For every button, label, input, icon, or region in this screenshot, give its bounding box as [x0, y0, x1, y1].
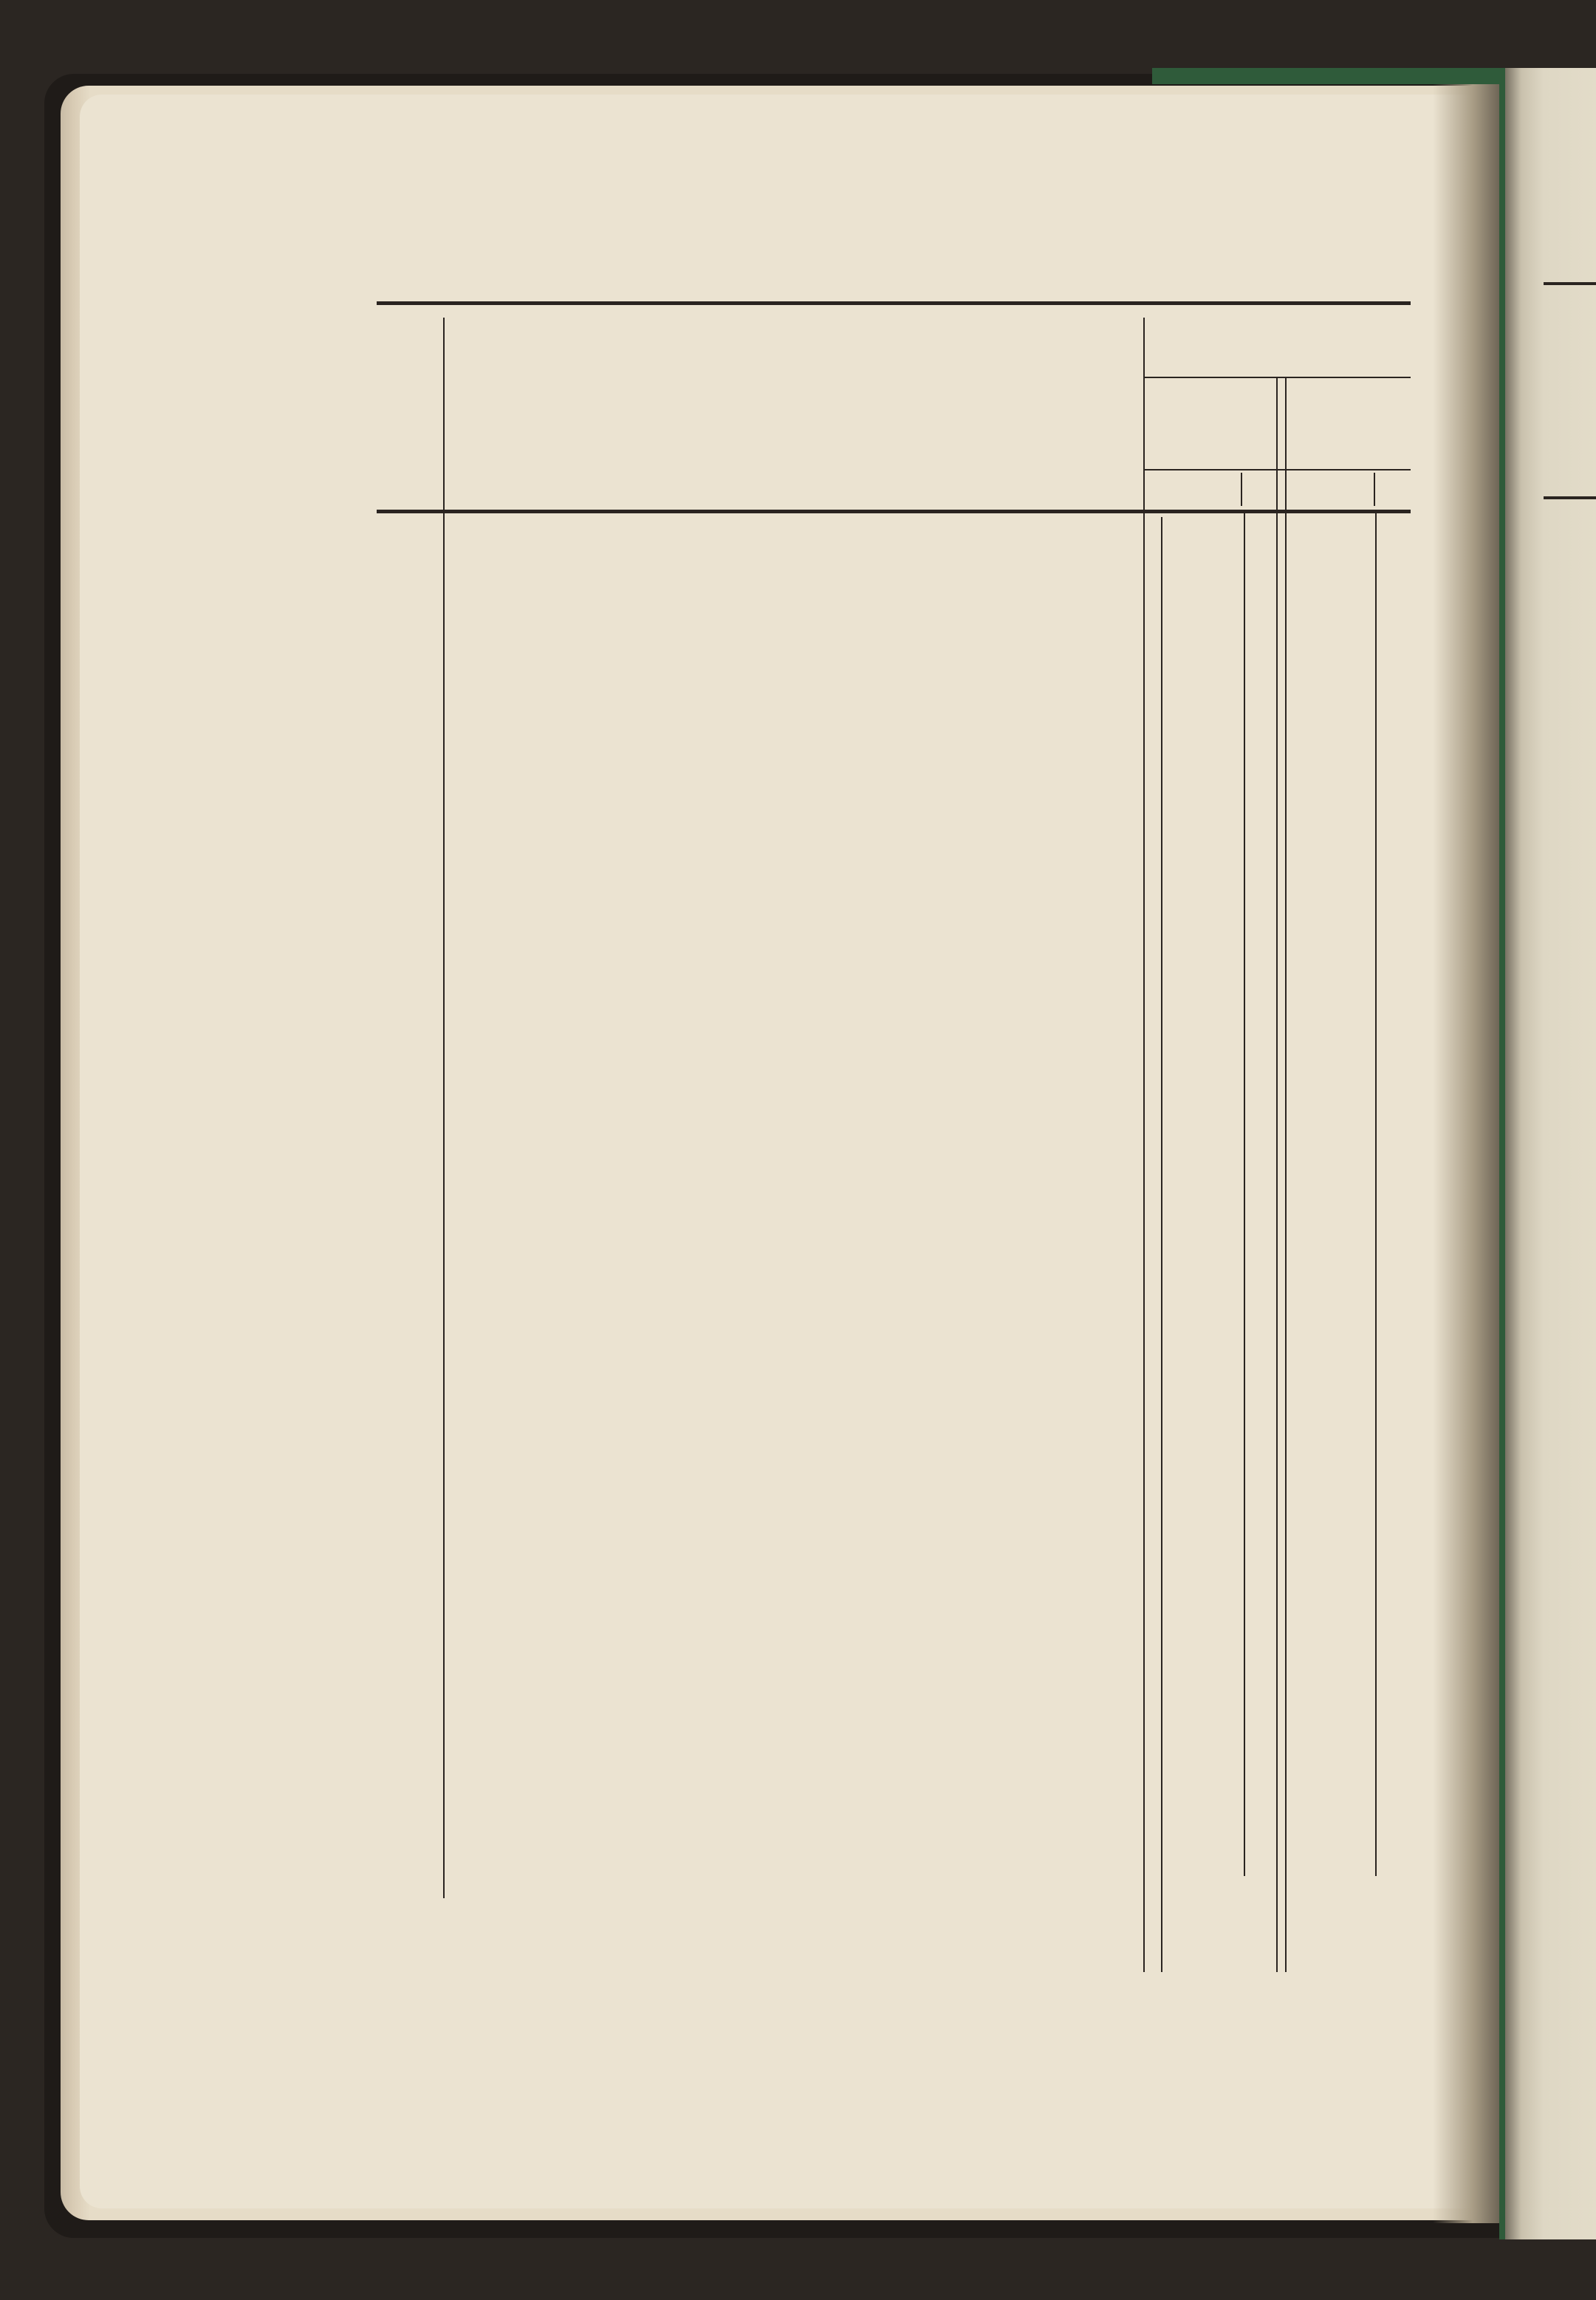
header-top-rule: [377, 301, 1411, 305]
col-rule-2: [1143, 318, 1145, 1972]
unit-sep-1: [1241, 473, 1242, 506]
unit-rule: [1143, 469, 1411, 470]
col-rule-1: [443, 318, 445, 1898]
gutter-shadow: [1433, 74, 1499, 2223]
green-binding: [1152, 68, 1499, 84]
col-rule-6: [1244, 510, 1245, 1876]
col-rule-7: [1375, 510, 1377, 1876]
unit-sep-2: [1374, 473, 1375, 506]
right-page-rule-bottom: [1544, 496, 1596, 499]
header-ordnung: [369, 347, 414, 480]
col-rule-4: [1276, 377, 1278, 1972]
right-header-ordnung: [1544, 347, 1588, 480]
page-left: [80, 95, 1494, 2208]
green-spine-strip: [1499, 68, 1505, 2239]
betrag-rule: [1143, 377, 1411, 378]
right-page-rule-top: [1544, 282, 1596, 285]
header-bottom-rule: [377, 510, 1411, 513]
col-rule-5: [1285, 377, 1287, 1972]
col-rule-3: [1161, 517, 1162, 1972]
